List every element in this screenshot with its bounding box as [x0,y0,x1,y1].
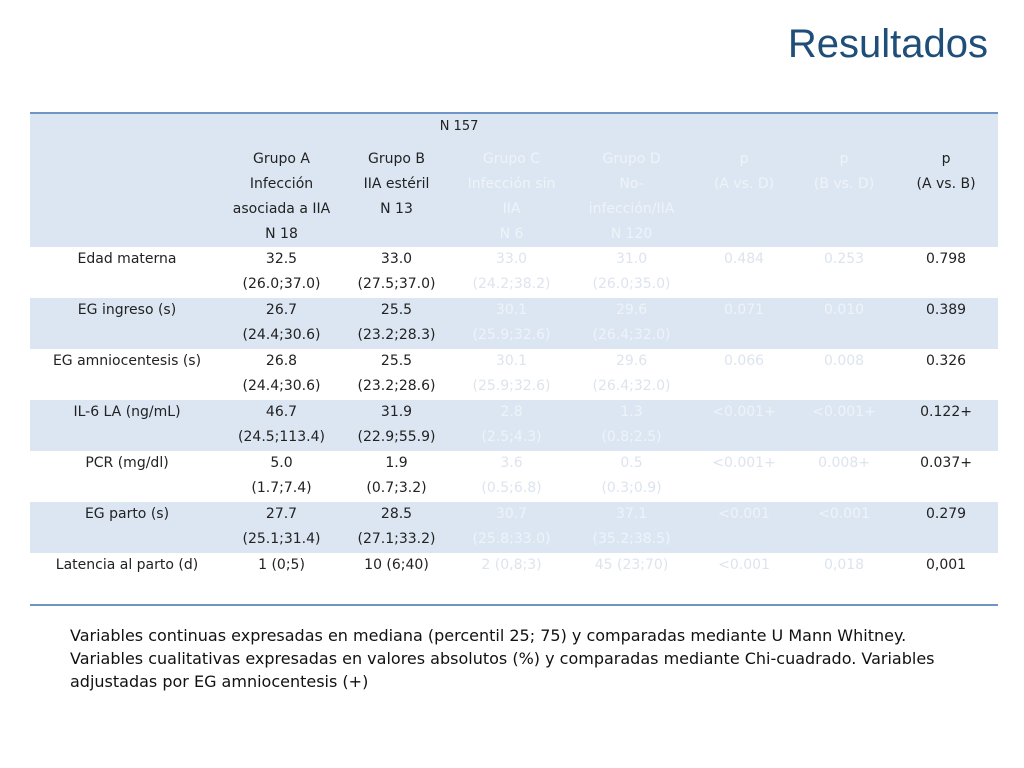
table-row [30,298,998,349]
group-a-value [224,247,339,298]
value-line: (26.0;35.0) [592,276,671,292]
group-c-value [454,247,569,298]
group-c-value [454,553,569,605]
p-value-p-bd: 0.253 [824,251,865,267]
group-a-value [224,400,339,451]
value-line: 5.0 [270,455,293,471]
header-spacer [694,113,998,139]
group-d-value [569,349,694,400]
value-line: 3.6 [500,455,523,471]
group-c-value [454,451,569,502]
table-row [30,502,998,553]
column-header-line: p [941,151,951,167]
value-line: (24.2;38.2) [472,276,551,292]
table-row [30,349,998,400]
p-value-p-ab: 0.279 [894,502,998,553]
value-line: (26.4;32.0) [592,378,671,394]
column-header-line: N 18 [265,226,298,242]
p-value-p-ab: 0.037+ [920,455,972,471]
table-row [30,553,998,605]
column-header-line: IIA estéril [363,176,430,192]
value-line: 37.1 [615,506,648,522]
row-label: EG parto (s) [30,502,224,553]
value-line: 30.1 [495,353,528,369]
group-a-value [224,298,339,349]
value-line: (25.8;33.0) [472,531,551,547]
column-header-line: Infección [249,176,314,192]
value-line: (25.1;31.4) [242,531,321,547]
value-line: 33.0 [380,251,413,267]
footnotes [70,624,990,693]
column-header-line: (A vs. B) [916,176,976,192]
value-line: 45 (23;70) [594,557,669,573]
value-line: 46.7 [265,404,298,420]
group-a-value [224,502,339,553]
column-header-line: (A vs. D) [713,176,775,192]
value-line: (0.3;0.9) [601,480,662,496]
p-value-p-ab: 0.798 [926,251,967,267]
row-label: PCR (mg/dl) [85,455,169,471]
group-d-value [569,298,694,349]
total-n-label: N 157 [224,113,694,139]
p-value-p-bd: 0.008 [824,353,865,369]
column-header-line: asociada a IIA [232,201,331,217]
header-empty-cell [30,139,224,247]
value-line: (26.4;32.0) [592,327,671,343]
value-line: 0.5 [620,455,643,471]
group-b-value [339,349,454,400]
value-line: 2.8 [500,404,523,420]
p-value-p-ad: 0.066 [724,353,765,369]
table-row [30,400,998,451]
value-line: (27.1;33.2) [357,531,436,547]
value-line: 2 (0,8;3) [481,557,542,573]
column-header [694,139,794,247]
group-d-value [569,553,694,605]
value-line: 25.5 [380,302,413,318]
value-line: 30.7 [495,506,528,522]
p-value-p-ab: 0,001 [926,557,967,573]
value-line: 30.1 [495,302,528,318]
value-line: (23.2;28.3) [357,327,436,343]
column-header-line: N 6 [499,226,524,242]
p-value-p-ad: <0.001 [694,502,794,553]
value-line: (26.0;37.0) [242,276,321,292]
value-line: 27.7 [265,506,298,522]
p-value-p-ad: <0.001 [718,557,770,573]
column-header [224,139,339,247]
results-table [30,112,998,606]
value-line: 29.6 [615,302,648,318]
group-d-value [569,451,694,502]
column-header-line: p [739,151,749,167]
value-line: 31.9 [380,404,413,420]
p-value-p-ad: <0.001+ [694,400,794,451]
table-row [30,247,998,298]
value-line: (1.7;7.4) [251,480,312,496]
value-line: (23.2;28.6) [357,378,436,394]
value-line: 25.5 [380,353,413,369]
row-label: Latencia al parto (d) [55,557,199,573]
column-header-line: infección/IIA [588,201,675,217]
value-line: 29.6 [615,353,648,369]
value-line: (0.8;2.5) [601,429,662,445]
value-line: (0.7;3.2) [366,480,427,496]
value-line: 26.8 [265,353,298,369]
column-header-line: N 13 [380,201,413,217]
value-line: (25.9;32.6) [472,327,551,343]
column-header [794,139,894,247]
p-value-p-ab: 0.122+ [894,400,998,451]
column-header-line: (B vs. D) [813,176,875,192]
group-b-value [339,298,454,349]
column-header-line: Grupo A [253,151,310,167]
group-b-value [339,553,454,605]
p-value-p-bd: 0.010 [794,298,894,349]
column-header [894,139,998,247]
p-value-p-ad: 0.484 [724,251,765,267]
value-line: (25.9;32.6) [472,378,551,394]
value-line: (24.4;30.6) [242,378,321,394]
slide-title: Resultados [787,22,988,66]
value-line: 1.3 [620,404,643,420]
p-value-p-bd: 0,018 [824,557,865,573]
value-line: (0.5;6.8) [481,480,542,496]
row-label: EG ingreso (s) [30,298,224,349]
group-a-value [224,451,339,502]
column-header-line: Grupo D [602,151,661,167]
column-header-line: IIA [502,201,521,217]
value-line: (24.4;30.6) [242,327,321,343]
column-header [454,139,569,247]
group-b-value [339,247,454,298]
table-row [30,451,998,502]
value-line: (35.2;38.5) [592,531,671,547]
column-header-line: N 120 [610,226,653,242]
column-header [569,139,694,247]
p-value-p-bd: <0.001+ [794,400,894,451]
value-line: 1 (0;5) [258,557,305,573]
value-line: 1.9 [385,455,408,471]
group-b-value [339,502,454,553]
p-value-p-ab: 0.389 [894,298,998,349]
group-a-value [224,553,339,605]
value-line: 32.5 [265,251,298,267]
group-b-value [339,400,454,451]
value-line: (24.5;113.4) [238,429,325,445]
row-label: EG amniocentesis (s) [52,353,202,369]
column-header-line: p [839,151,849,167]
header-empty-cell [30,113,224,139]
column-header-line: Grupo B [368,151,425,167]
group-c-value [454,298,569,349]
value-line: 28.5 [380,506,413,522]
column-header-line: Infección sin [467,176,556,192]
value-line: (27.5;37.0) [357,276,436,292]
p-value-p-ad: 0.071 [694,298,794,349]
p-value-p-ab: 0.326 [926,353,967,369]
footnote-categorical: Variables cualitativas expresadas en valores absolutos (%) y comparadas mediante Chi-cuadrado. Variables adjustadas por EG amniocentesis (+) [70,649,935,691]
header-row-n [30,113,998,139]
value-line: 33.0 [495,251,528,267]
table-body [30,113,998,605]
p-value-p-ad: <0.001+ [712,455,776,471]
value-line: 26.7 [265,302,298,318]
footnote-continuous: Variables continuas expresadas en mediana (percentil 25; 75) y comparadas mediante U Mann Whitney. [70,626,907,645]
group-c-value [454,349,569,400]
group-a-value [224,349,339,400]
value-line: 31.0 [615,251,648,267]
group-b-value [339,451,454,502]
column-header-line: No- [619,176,644,192]
column-header [339,139,454,247]
p-value-p-bd: <0.001 [794,502,894,553]
group-d-value [569,247,694,298]
row-label: Edad materna [77,251,177,267]
group-c-value [454,400,569,451]
header-row-groups [30,139,998,247]
group-d-value [569,502,694,553]
group-c-value [454,502,569,553]
value-line: 10 (6;40) [364,557,429,573]
value-line: (2.5;4.3) [481,429,542,445]
column-header-line: Grupo C [482,151,541,167]
value-line: (22.9;55.9) [357,429,436,445]
p-value-p-bd: 0.008+ [818,455,870,471]
group-d-value [569,400,694,451]
row-label: IL-6 LA (ng/mL) [30,400,224,451]
